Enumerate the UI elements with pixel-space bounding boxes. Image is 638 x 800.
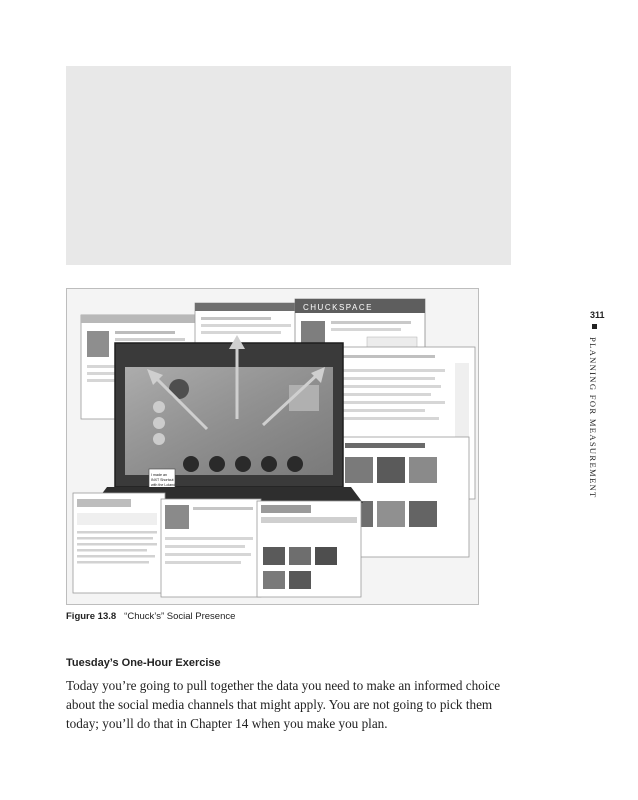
figure-caption-text: “Chuck’s” Social Presence [124,611,236,622]
running-head: PLANNING FOR MEASUREMENT [588,337,598,499]
image-placeholder-block [66,66,511,265]
profile-detail-screenshot [161,499,261,597]
svg-text:with the Loland: with the Loland [151,483,176,487]
body-paragraph: Today you’re going to pull together the data you need to make an informed choice about the social media channels that might apply. You are not going to pick them today; you’ll do that in Chapter 14 when you make you plan. [66,678,501,731]
blog-page-screenshot [73,493,165,593]
figure-caption [66,611,235,622]
svg-text:INXT Shortcut: INXT Shortcut [151,478,174,482]
figure-label: Figure 13.8 [66,611,117,622]
page-number: 311 [590,310,605,320]
square-bullet-icon [592,324,597,329]
video-site-screenshot [257,501,361,597]
svg-text:I made an: I made an [151,473,167,477]
figure-13-8-image [66,288,479,605]
chuckspace-logo: CHUCKSPACE [303,303,373,312]
media-center-screenshot [95,343,363,503]
section-heading: Tuesday’s One-Hour Exercise [66,657,221,669]
